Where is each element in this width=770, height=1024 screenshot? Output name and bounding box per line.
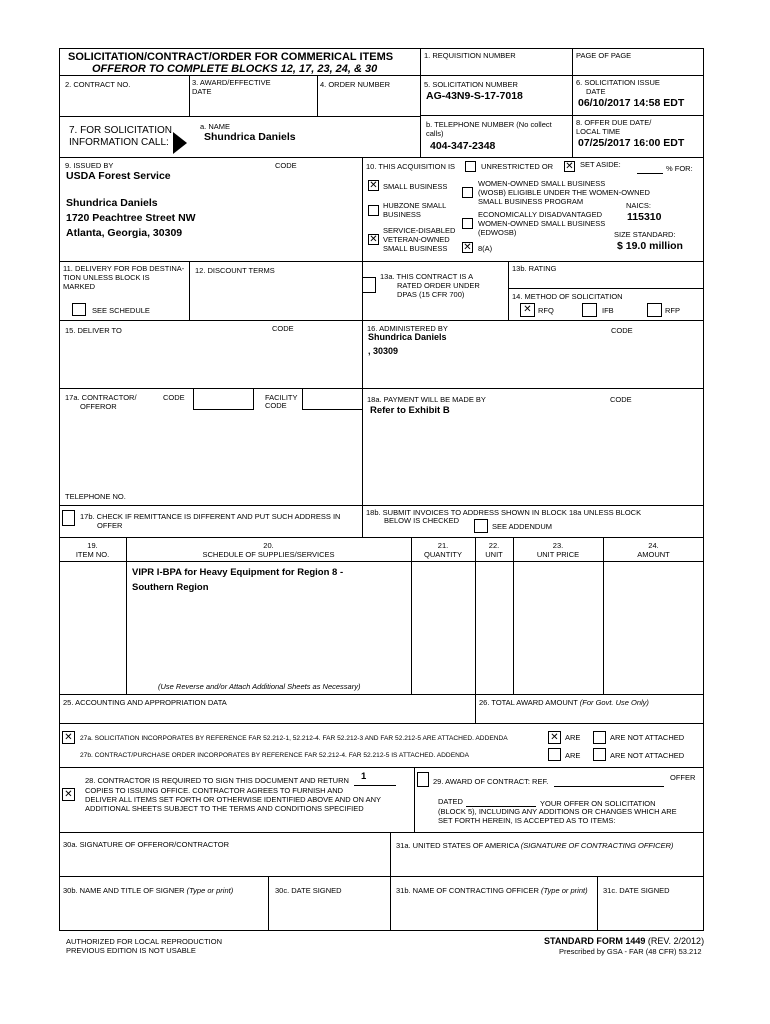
fob-label: MARKED <box>63 282 96 291</box>
divider <box>420 75 704 76</box>
rfp-label: RFP <box>665 306 680 315</box>
divider <box>508 288 704 289</box>
remittance-label: OFFER <box>97 521 123 530</box>
rated-order-label: 13a. THIS CONTRACT IS A <box>380 272 474 281</box>
solicitation-info-label: INFORMATION CALL: <box>69 137 169 148</box>
28-label: DELIVER ALL ITEMS SET FORTH OR OTHERWISE IDENTIFIED ABOVE AND ON ANY <box>85 795 382 804</box>
issue-date-label: 6. SOLICITATION ISSUE <box>576 78 660 87</box>
telephone-label: calls) <box>426 129 444 138</box>
rfq-checkbox[interactable]: ✕ <box>520 303 535 317</box>
divider <box>59 767 704 768</box>
col-unit: UNIT <box>485 550 503 559</box>
dated-label: DATED <box>438 797 463 806</box>
issuer-street: 1720 Peachtree Street NW <box>66 212 196 224</box>
27a-label: 27a. SOLICITATION INCORPORATES BY REFERENCE FAR 52.212-1, 52.212-4. FAR 52.212-3 AND FAR 52.212-5 ARE ATTACHED. ADDENDA <box>80 735 508 742</box>
code-label: CODE <box>611 326 633 335</box>
28-label: 28. CONTRACTOR IS REQUIRED TO SIGN THIS DOCUMENT AND RETURN <box>85 776 349 785</box>
remittance-checkbox[interactable] <box>62 510 75 526</box>
offer-label: OFFER <box>670 773 696 782</box>
admin-zip: , 30309 <box>368 346 399 356</box>
divider <box>59 694 704 695</box>
29-text: SET FORTH HEREIN, IS ACCEPTED AS TO ITEMS: <box>438 816 616 825</box>
hubzone-label: HUBZONE SMALL <box>383 201 447 210</box>
27b-label: 27b. CONTRACT/PURCHASE ORDER INCORPORATES BY REFERENCE FAR 52.212-4. FAR 52.212-5 IS ATTACHED. ADDENDA <box>80 752 470 759</box>
remittance-label: 17b. CHECK IF REMITTANCE IS DIFFERENT AND PUT SUCH ADDRESS IN <box>80 512 341 521</box>
contact-name: Shundrica Daniels <box>204 131 296 143</box>
edwosb-checkbox[interactable] <box>462 218 473 229</box>
sdvosb-label: SMALL BUSINESS <box>383 244 448 253</box>
solicitation-number: AG-43N9-S-17-7018 <box>426 90 523 102</box>
rated-order-checkbox[interactable] <box>362 277 376 293</box>
divider <box>411 537 412 694</box>
contractor-code-box[interactable] <box>193 388 254 410</box>
divider <box>603 537 604 694</box>
27b-not-attached-label: ARE NOT ATTACHED <box>610 751 685 760</box>
page-of-page-label: PAGE OF PAGE <box>576 51 632 60</box>
edwosb-label: ECONOMICALLY DISADVANTAGED <box>478 210 603 219</box>
divider <box>189 75 190 116</box>
method-label: 14. METHOD OF SOLICITATION <box>512 292 623 301</box>
fob-label: TION UNLESS BLOCK IS <box>63 273 150 282</box>
divider <box>59 157 704 158</box>
ifb-checkbox[interactable] <box>582 303 597 317</box>
footer-reproduction: AUTHORIZED FOR LOCAL REPRODUCTION <box>66 937 222 946</box>
solicitation-number-label: 5. SOLICITATION NUMBER <box>424 80 518 89</box>
offer-due-date: 07/25/2017 16:00 EDT <box>578 137 685 149</box>
payment-reference: Refer to Exhibit B <box>370 405 450 416</box>
divider <box>508 261 509 320</box>
telephone-number: 404-347-2348 <box>430 140 496 152</box>
sdvosb-label: SERVICE-DISABLED <box>383 226 456 235</box>
divider <box>414 767 415 832</box>
administered-by-label: 16. ADMINISTERED BY <box>367 324 448 333</box>
rated-order-label: RATED ORDER UNDER <box>397 281 480 290</box>
offer-due-label: 8. OFFER DUE DATE/ <box>576 118 652 127</box>
form-number: STANDARD FORM 1449 (REV. 2/2012) <box>544 936 705 946</box>
rfp-checkbox[interactable] <box>647 303 662 317</box>
28-label: ADDITIONAL SHEETS SUBJECT TO THE TERMS AND CONDITIONS SPECIFIED <box>85 804 364 813</box>
award-date-label: DATE <box>192 87 212 96</box>
divider <box>59 261 704 262</box>
29-label: 29. AWARD OF CONTRACT: REF. <box>433 777 549 786</box>
issued-by-label: 9. ISSUED BY <box>65 161 114 170</box>
sdvosb-checkbox[interactable]: ✕ <box>369 234 378 245</box>
see-schedule-label: SEE SCHEDULE <box>92 306 150 315</box>
offer-due-label: LOCAL TIME <box>576 127 621 136</box>
naics-code: 115310 <box>627 211 662 223</box>
ifb-label: IFB <box>602 306 614 315</box>
divider <box>362 157 363 505</box>
offeror-signature-label: 30a. SIGNATURE OF OFFEROR/CONTRACTOR <box>63 840 229 849</box>
telephone-label: b. TELEPHONE NUMBER (No collect <box>426 120 552 129</box>
signer-name-label: 30b. NAME AND TITLE OF SIGNER (Type or print) <box>63 886 234 895</box>
issuer-name: Shundrica Daniels <box>66 197 158 209</box>
27b-not-attached-checkbox[interactable] <box>593 748 606 761</box>
naics-label: NAICS: <box>626 201 652 210</box>
small-business-checkbox[interactable]: ✕ <box>369 180 378 191</box>
issuer-city: Atlanta, Georgia, 30309 <box>66 227 183 239</box>
contact-name-label: a. NAME <box>200 122 231 131</box>
prescribed-by: Prescribed by GSA - FAR (48 CFR) 53.212 <box>559 947 702 956</box>
admin-name: Shundrica Daniels <box>368 332 447 342</box>
sdvosb-label: VETERAN-OWNED <box>383 235 450 244</box>
eight-a-label: 8(A) <box>478 244 493 253</box>
schedule-item-description: Southern Region <box>132 582 209 593</box>
govt-signature-label: 31a. UNITED STATES OF AMERICA (SIGNATURE OF CONTRACTING OFFICER) <box>396 841 674 850</box>
copies-line <box>354 785 396 786</box>
divider <box>59 561 704 562</box>
rated-order-label: DPAS (15 CFR 700) <box>397 290 465 299</box>
facility-code-box[interactable] <box>302 388 363 410</box>
divider <box>59 723 704 724</box>
unrestricted-checkbox[interactable] <box>465 161 476 172</box>
code-label: CODE <box>163 393 185 402</box>
divider <box>420 48 421 157</box>
solicitation-info-label: 7. FOR SOLICITATION <box>69 125 172 136</box>
col-20-number: 20. <box>263 541 274 550</box>
invoice-label: BELOW IS CHECKED <box>384 516 460 525</box>
divider <box>59 876 704 877</box>
contracting-officer-label: 31b. NAME OF CONTRACTING OFFICER (Type or print) <box>396 886 588 895</box>
contract-no-label: 2. CONTRACT NO. <box>65 80 131 89</box>
your-offer-label: YOUR OFFER ON SOLICITATION <box>540 799 656 808</box>
col-22-number: 22. <box>488 541 500 550</box>
award-date-label: 3. AWARD/EFFECTIVE <box>192 78 271 87</box>
fob-label: 11. DELIVERY FOR FOB DESTINA- <box>63 264 185 273</box>
divider <box>317 75 318 116</box>
accounting-label: 25. ACCOUNTING AND APPROPRIATION DATA <box>63 698 227 707</box>
col-quantity: QUANTITY <box>424 550 462 559</box>
27a-are-label: ARE <box>565 733 581 742</box>
code-label: CODE <box>610 395 632 404</box>
contractor-label: OFFEROR <box>80 402 117 411</box>
offer-ref-line <box>554 786 664 787</box>
27b-are-checkbox[interactable] <box>548 748 561 761</box>
28-label: COPIES TO ISSUING OFFICE. CONTRACTOR AGREES TO FURNISH AND <box>85 786 344 795</box>
divider <box>597 876 598 931</box>
29-checkbox[interactable] <box>417 772 429 787</box>
divider <box>268 876 269 931</box>
27a-not-attached-label: ARE NOT ATTACHED <box>610 733 685 742</box>
rfq-label: RFQ <box>538 306 554 315</box>
27a-checkbox[interactable]: ✕ <box>62 731 75 744</box>
footer-edition: PREVIOUS EDITION IS NOT USABLE <box>66 946 196 955</box>
divider <box>513 537 514 694</box>
form-title: SOLICITATION/CONTRACT/ORDER FOR COMMERICAL ITEMS <box>68 51 394 63</box>
percent-line <box>637 173 663 174</box>
wosb-label: (WOSB) ELIGIBLE UNDER THE WOMEN-OWNED <box>478 188 650 197</box>
unrestricted-label: UNRESTRICTED OR <box>481 162 554 171</box>
hubzone-checkbox[interactable] <box>368 205 379 216</box>
27b-are-label: ARE <box>565 751 581 760</box>
schedule-note: (Use Reverse and/or Attach Additional Sheets as Necessary) <box>158 682 361 691</box>
wosb-label: WOMEN-OWNED SMALL BUSINESS <box>478 179 606 188</box>
divider <box>59 388 704 389</box>
hubzone-label: BUSINESS <box>383 210 421 219</box>
set-aside-label: SET ASIDE: <box>580 160 621 169</box>
date-signed-label: 30c. DATE SIGNED <box>275 886 342 895</box>
percent-for-label: % FOR: <box>666 164 693 173</box>
27a-are-checkbox[interactable]: ✕ <box>548 731 561 744</box>
divider <box>475 537 476 723</box>
divider <box>189 261 190 320</box>
date-signed-label: 31c. DATE SIGNED <box>603 886 670 895</box>
divider <box>59 505 704 506</box>
rating-label: 13b. RATING <box>512 264 557 273</box>
eight-a-checkbox[interactable]: ✕ <box>463 242 472 253</box>
code-label: CODE <box>275 161 297 170</box>
telephone-no-label: TELEPHONE NO. <box>65 492 126 501</box>
divider <box>390 832 391 931</box>
divider <box>59 320 704 321</box>
set-aside-checkbox[interactable]: ✕ <box>565 161 574 172</box>
form-subtitle: OFFEROR TO COMPLETE BLOCKS 12, 17, 23, 24, & 30 <box>92 63 378 75</box>
order-number-label: 4. ORDER NUMBER <box>320 80 391 89</box>
col-schedule: SCHEDULE OF SUPPLIES/SERVICES <box>202 550 335 559</box>
deliver-to-label: 15. DELIVER TO <box>65 326 122 335</box>
arrow-right-icon <box>172 131 188 155</box>
contractor-label: 17a. CONTRACTOR/ <box>65 393 137 402</box>
divider <box>420 115 704 116</box>
divider <box>59 116 420 117</box>
size-standard-label: SIZE STANDARD: <box>614 230 676 239</box>
copies-count: 1 <box>361 771 367 782</box>
discount-terms-label: 12. DISCOUNT TERMS <box>195 266 275 275</box>
col-24-number: 24. <box>648 541 659 550</box>
col-item-no: ITEM NO. <box>75 550 110 559</box>
facility-code-label: FACILITY <box>265 393 298 402</box>
facility-code-label: CODE <box>265 401 287 410</box>
29-text: (BLOCK 5), INCLUDING ANY ADDITIONS OR CHANGES WHICH ARE <box>438 807 677 816</box>
28-checkbox[interactable]: ✕ <box>62 788 75 801</box>
divider <box>126 537 127 694</box>
total-award-label: 26. TOTAL AWARD AMOUNT (For Govt. Use Only) <box>479 698 649 707</box>
issuing-org: USDA Forest Service <box>66 170 171 182</box>
code-label: CODE <box>272 324 294 333</box>
col-19-number: 19. <box>87 541 98 550</box>
payment-label: 18a. PAYMENT WILL BE MADE BY <box>367 395 486 404</box>
edwosb-label: (EDWOSB) <box>478 228 517 237</box>
wosb-checkbox[interactable] <box>462 187 473 198</box>
col-unit-price: UNIT PRICE <box>536 550 580 559</box>
27a-not-attached-checkbox[interactable] <box>593 731 606 744</box>
issue-date: 06/10/2017 14:58 EDT <box>578 97 685 109</box>
requisition-number-label: 1. REQUISITION NUMBER <box>424 51 516 60</box>
divider <box>572 48 573 157</box>
small-business-label: SMALL BUSINESS <box>383 182 448 191</box>
schedule-item-description: VIPR I-BPA for Heavy Equipment for Region 8 - <box>132 567 344 578</box>
see-addendum-checkbox[interactable] <box>474 519 488 533</box>
col-23-number: 23. <box>552 541 564 550</box>
issue-date-label: DATE <box>586 87 606 96</box>
col-amount: AMOUNT <box>637 550 670 559</box>
divider <box>59 537 704 538</box>
see-schedule-checkbox[interactable] <box>72 303 86 316</box>
wosb-label: SMALL BUSINESS PROGRAM <box>478 197 584 206</box>
divider <box>362 505 363 537</box>
invoice-label: 18b. SUBMIT INVOICES TO ADDRESS SHOWN IN BLOCK 18a UNLESS BLOCK <box>366 508 642 517</box>
see-addendum-label: SEE ADDENDUM <box>492 522 553 531</box>
divider <box>59 832 704 833</box>
size-standard: $ 19.0 million <box>617 240 683 252</box>
col-21-number: 21. <box>437 541 449 550</box>
edwosb-label: WOMEN-OWNED SMALL BUSINESS <box>478 219 606 228</box>
acquisition-label: 10. THIS ACQUISITION IS <box>366 162 456 171</box>
